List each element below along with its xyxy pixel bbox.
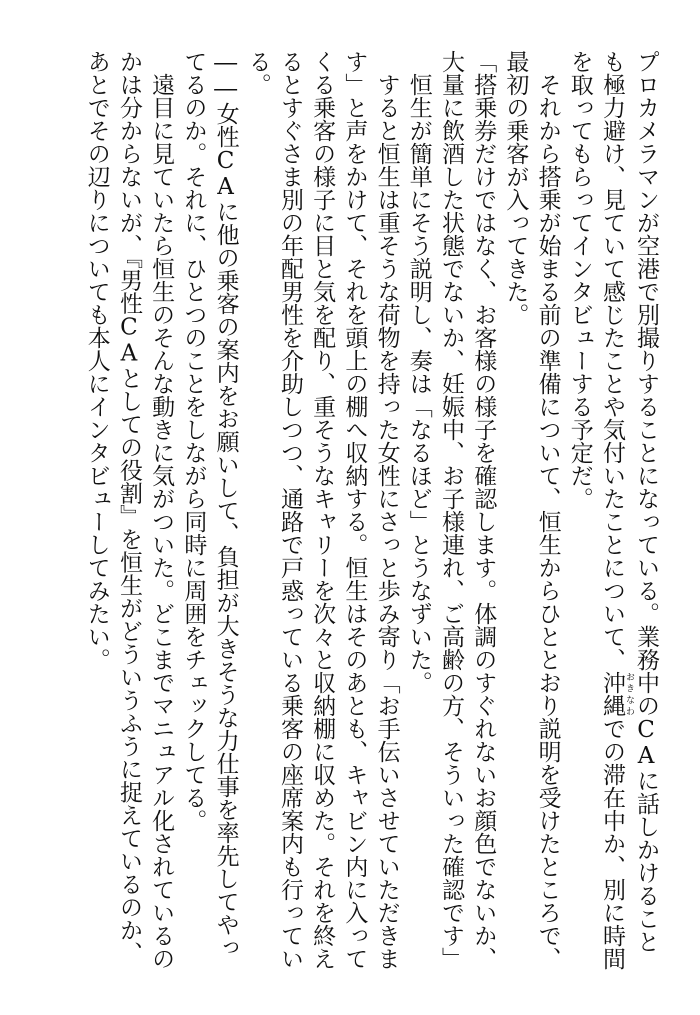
paragraph (242, 50, 403, 975)
text-run: プロカメラマンが空港で別撮りすることになっている。業務中のCAに話しかけることも極力避け、見ていて感じたことや気付いたことについて、 (599, 50, 659, 953)
paragraph (177, 50, 241, 975)
paragraph-indent (531, 50, 563, 73)
text-run: それから搭乗が始まる前の準備について、恒生からひととおり説明を受けたところで、最初の乗客が入ってきた。 (502, 50, 561, 970)
ruby-word (599, 671, 634, 717)
text-run: 恒生が簡単にそう説明し、奏は「なるほど」とうなずいた。 (405, 73, 432, 694)
paragraph (435, 50, 499, 975)
paragraph (81, 50, 178, 975)
text-run: での滞在中か、別に時間を取ってもらってインタビューする予定だ。 (566, 50, 625, 970)
body-text (81, 50, 662, 975)
text-run: 遠目に見ていたら恒生のそんな動きに気がついた。どこまでマニュアル化されているのかは分からないが、『男性CAとしての役割』を恒生がどういうふうに捉えているのか、あとでその辺りについても本人にインタビューしてみたい。 (83, 50, 175, 970)
paragraph (403, 50, 435, 975)
text-run: ――女性CAに他の乗客の案内をお願いして、負担が大きそうな力仕事を率先してやってるのか。それに、ひとつのことをしながら同時に周囲をチェックしてる。 (180, 50, 239, 959)
paragraph (564, 50, 662, 975)
paragraph-indent (145, 50, 177, 73)
ruby-reading: おきなわ (624, 671, 634, 717)
paragraph-indent (403, 50, 435, 73)
paragraph (499, 50, 563, 975)
ruby-base: 沖縄 (599, 671, 625, 717)
text-run: 「搭乗券だけではなく、お客様の様子を確認します。体調のすぐれないお顔色でないか、大量に飲酒した状態でないか、妊娠中、お子様連れ、ご高齢の方、そういった確認です」 (437, 50, 497, 970)
text-run: すると恒生は重そうな荷物を持った女性にさっと歩み寄り「お手伝いさせていただきます」と声をかけて、それを頭上の棚へ収納する。恒生はそのあとも、キャビン内に入ってくる乗客の様子に目と気を配り、重そうなキャリーを次々と収納棚に収めた。それを終えるとすぐさま別の年配男性を介助しつつ、通路で戸惑っている乗客の座席案内も行っている。 (244, 50, 400, 970)
paragraph-indent (370, 50, 402, 73)
